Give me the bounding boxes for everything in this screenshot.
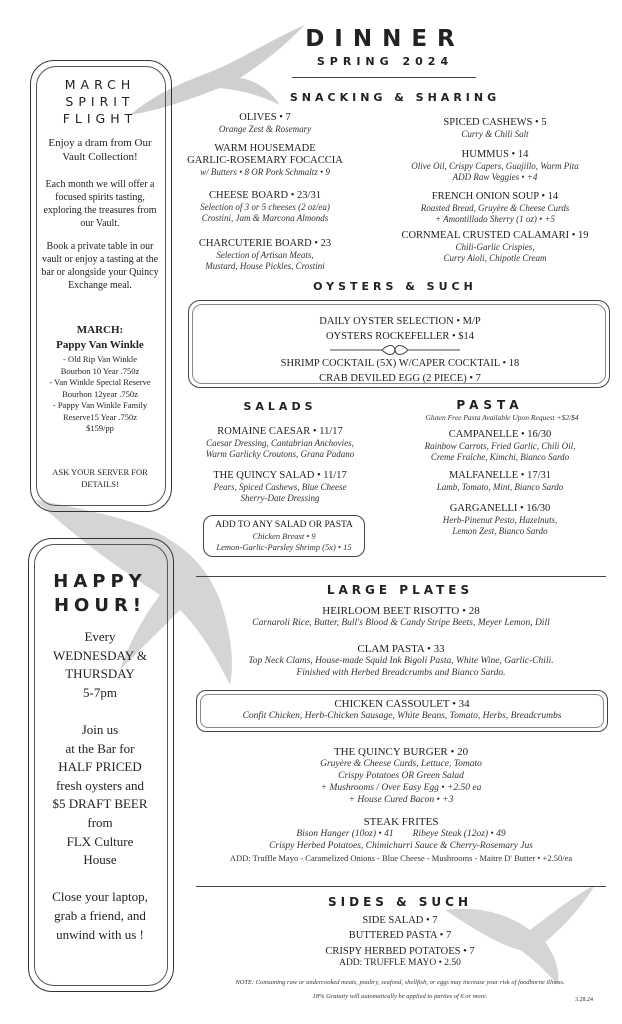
salad-item-quincy: THE QUINCY SALAD • 11/17 Pears, Spiced Cashews, Blue Cheese Sherry-Date Dressing <box>213 470 347 503</box>
pasta-gluten-free-note: Gluten Free Pasta Available Upon Request +$2/$4 <box>425 413 579 422</box>
march-label: MARCH: <box>76 324 124 336</box>
pasta-heading: PASTA <box>456 398 524 412</box>
pasta-item-malfanelle: MALFANELLE • 17/31 Lamb, Tomato, Mint, Bianco Sardo <box>436 470 564 492</box>
large-plates-heading: LARGE PLATES <box>326 583 474 597</box>
ornament-divider <box>330 344 460 356</box>
large-item-clam-pasta: CLAM PASTA • 33 Top Neck Clams, House-made Squid Ink Bigoli Pasta, White Wine, Garlic-Chili. Finished with Herbed Breadcrumbs and Bianco Sardo. <box>248 643 554 678</box>
snack-item-hummus: HUMMUS • 14 Olive Oil, Crispy Capers, Guajillo, Warm Pita ADD Raw Veggies • +4 <box>411 149 579 182</box>
happy-hour-details: Every WEDNESDAY & THURSDAY 5-7pm Join us at the Bar for HALF PRICED fresh oysters and $5 DRAFT BEER from FLX Culture House Close your laptop, grab a friend, and unwind with us ! <box>52 629 148 942</box>
snack-item-olives: OLIVES • 7 Orange Zest & Rosemary <box>218 112 312 134</box>
add-on-list: ADD TO ANY SALAD OR PASTA Chicken Breast • 9 Lemon-Garlic-Parsley Shrimp (5x) • 15 <box>215 520 353 552</box>
march-intro: Enjoy a dram from Our Vault Collection! <box>48 137 152 163</box>
happy-hour-title: HAPPY HOUR! <box>53 571 147 616</box>
snack-item-calamari: CORNMEAL CRUSTED CALAMARI • 19 Chili-Garlic Crispies, Curry Aioli, Chipotle Cream <box>401 230 589 263</box>
sides-heading: SIDES & SUCH <box>328 895 472 909</box>
pasta-item-garganelli: GARGANELLI • 16/30 Herb-Pinenut Pesto, Hazelnuts, Lemon Zest, Bianco Sardo <box>442 503 558 536</box>
large-plates-rule <box>196 576 606 577</box>
snack-item-cheese-board: CHEESE BOARD • 23/31 Selection of 3 or 5 cheeses (2 oz/ea) Crostini, Jam & Marcona Almonds <box>200 190 330 223</box>
menu-date: 3.28.24 <box>575 997 593 1003</box>
snacking-heading: SNACKING & SHARING <box>289 91 501 104</box>
food-safety-note: NOTE: Consuming raw or undercooked meats, poultry, seafood, shellfish, or eggs may increase your risk of foodborne illness. <box>235 979 565 986</box>
salad-item-caesar: ROMAINE CAESAR • 11/17 Caesar Dressing, Cantabrian Anchovies, Warm Garlicky Croutons, Grana Padano <box>205 426 355 459</box>
march-spirit-list: - Old Rip Van Winkle Bourbon 10 Year .750z - Van Winkle Special Reserve Bourbon 12year .750z - Pappy Van Winkle Family Reserve15 Year .750z $159/pp <box>49 354 151 433</box>
oysters-list-secondary: SHRIMP COCKTAIL (5X) W/CAPER COCKTAIL • 18 CRAB DEVILED EGG (2 PIECE) • 7 <box>280 358 520 384</box>
sides-list: SIDE SALAD • 7 BUTTERED PASTA • 7 CRISPY HERBED POTATOES • 7 ADD: TRUFFLE MAYO • 2.50 <box>325 915 475 968</box>
snack-item-spiced-cashews: SPICED CASHEWS • 5 Curry & Chili Salt <box>443 117 547 139</box>
snack-item-french-onion-soup: FRENCH ONION SOUP • 14 Roasted Bread, Gruyère & Cheese Curds + Amontillado Sherry (1 oz) • +5 <box>420 191 570 224</box>
sides-rule <box>196 886 606 887</box>
march-description: Each month we will offer a focused spirits tasting, exploring the treasures from our Vault. <box>43 179 157 229</box>
oysters-heading: OYSTERS & SUCH <box>313 280 477 293</box>
page-subtitle: SPRING 2024 <box>316 55 454 68</box>
oysters-list: DAILY OYSTER SELECTION • M/P OYSTERS ROCKEFELLER • $14 <box>319 316 481 342</box>
march-booking-info: Book a private table in our vault or enjoy a tasting at the bar or alongside your Quincy Exchange meal. <box>41 241 159 291</box>
march-footer: ASK YOUR SERVER FOR DETAILS! <box>52 467 148 489</box>
salads-heading: SALADS <box>243 400 317 413</box>
pasta-item-campanelle: CAMPANELLE • 16/30 Rainbow Carrots, Fried Garlic, Chili Oil, Creme Fraîche, Kimchi, Bianco Sardo <box>424 429 576 462</box>
page-title: DINNER <box>305 26 465 52</box>
snack-item-focaccia: WARM HOUSEMADE GARLIC-ROSEMARY FOCACCIA w/ Butters • 8 OR Pork Schmaltz • 9 <box>187 143 343 177</box>
gratuity-note: 18% Gratuity will automatically be applied to parties of 6 or more. <box>312 993 488 1000</box>
march-featured-spirit: Pappy Van Winkle <box>56 339 144 351</box>
march-panel-title: MARCH SPIRIT FLIGHT <box>62 77 138 126</box>
large-item-burger: THE QUINCY BURGER • 20 Gruyère & Cheese Curds, Lettuce, Tomato Crispy Potatoes OR Green Salad + Mushrooms / Over Easy Egg • +2.50 ea + House Cured Bacon • +3 <box>320 746 482 805</box>
title-rule <box>292 77 476 78</box>
large-item-cassoulet: CHICKEN CASSOULET • 34 Confit Chicken, Herb-Chicken Sausage, White Beans, Tomato, Herbs, Breadcrumbs <box>242 698 562 721</box>
snack-item-charcuterie: CHARCUTERIE BOARD • 23 Selection of Artisan Meats, Mustard, House Pickles, Crostini <box>198 238 332 271</box>
large-item-steak-frites: STEAK FRITES Bison Hanger (10oz) • 41 Ribeye Steak (12oz) • 49 Crispy Herbed Potatoes, Chimichurri Sauce & Cherry-Rosemary Jus ADD: Truffle Mayo - Caramelized Onions - Blue Cheese - Mushrooms - Maitre D' Butter • +2.50/ea <box>229 816 573 863</box>
large-item-risotto: HEIRLOOM BEET RISOTTO • 28 Carnaroli Rice, Butter, Bull's Blood & Candy Stripe Beets, Meyer Lemon, Dill <box>252 605 550 628</box>
